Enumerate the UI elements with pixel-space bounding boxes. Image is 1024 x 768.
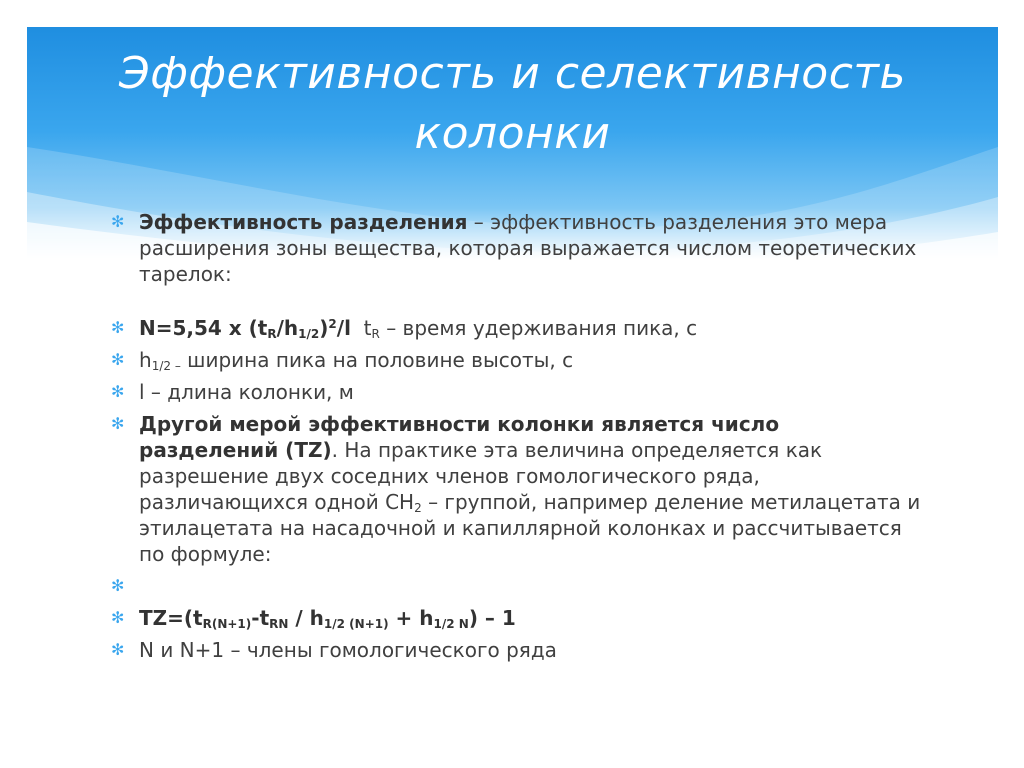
asterisk-bullet-icon: ✻ xyxy=(111,414,125,433)
item-bold-text: Другой мерой эффективности колонки является число разделений (TZ) xyxy=(139,412,780,462)
formula-n: N=5,54 х $(t_R/h_{1/2})^2/l$ xyxy=(139,316,351,341)
asterisk-bullet-icon: ✻ xyxy=(111,576,125,595)
asterisk-bullet-icon: ✻ xyxy=(111,318,125,337)
item-text: – эффективность разделения это мера расширения зоны вещества, которая выражается числом теоретических тарелок: xyxy=(139,210,917,286)
asterisk-bullet-icon: ✻ xyxy=(111,608,125,627)
item-text: l – длина колонки, м xyxy=(139,380,354,404)
bullet-list xyxy=(105,209,925,663)
item-bold-text: Эффективность разделения xyxy=(139,210,468,234)
item-text: . На практике эта величина определяется как разрешение двух соседних членов гомологического ряда, различающихся одной СН xyxy=(139,438,823,514)
tr-symbol: t xyxy=(363,316,372,340)
item-text: ширина пика на половине высоты, с xyxy=(180,348,574,372)
asterisk-bullet-icon: ✻ xyxy=(111,350,125,369)
item-text-continued: – группой, например деление метилацетата и этилацетата на насадочной и капиллярной колонках и рассчитывается по формуле: xyxy=(139,490,921,566)
list-item xyxy=(105,637,925,663)
title-line-1: Эффективность и селективность xyxy=(119,48,906,99)
list-item xyxy=(105,315,925,341)
asterisk-bullet-icon: ✻ xyxy=(111,382,125,401)
list-item xyxy=(105,411,925,567)
list-item xyxy=(105,209,925,287)
slide-title xyxy=(27,44,998,164)
formula-tz: $TZ=(t_{R(N+1)}-t_{RN} / h_{1/2 (N+1)} + h_{1/2 N}) - 1$ xyxy=(139,606,516,631)
h-symbol: h xyxy=(139,348,152,372)
list-item xyxy=(105,605,925,631)
h-subscript: 1/2 – xyxy=(151,359,181,373)
tr-subscript: R xyxy=(371,327,380,341)
item-text: – время удерживания пика, с xyxy=(379,316,698,340)
title-line-2: колонки xyxy=(414,108,611,159)
asterisk-bullet-icon: ✻ xyxy=(111,640,125,659)
list-item xyxy=(105,379,925,405)
asterisk-bullet-icon: ✻ xyxy=(111,212,125,231)
list-item-empty xyxy=(105,573,925,599)
list-item xyxy=(105,347,925,373)
ch2-subscript: 2 xyxy=(414,501,422,515)
item-text: N и N+1 – члены гомологического ряда xyxy=(139,638,557,662)
